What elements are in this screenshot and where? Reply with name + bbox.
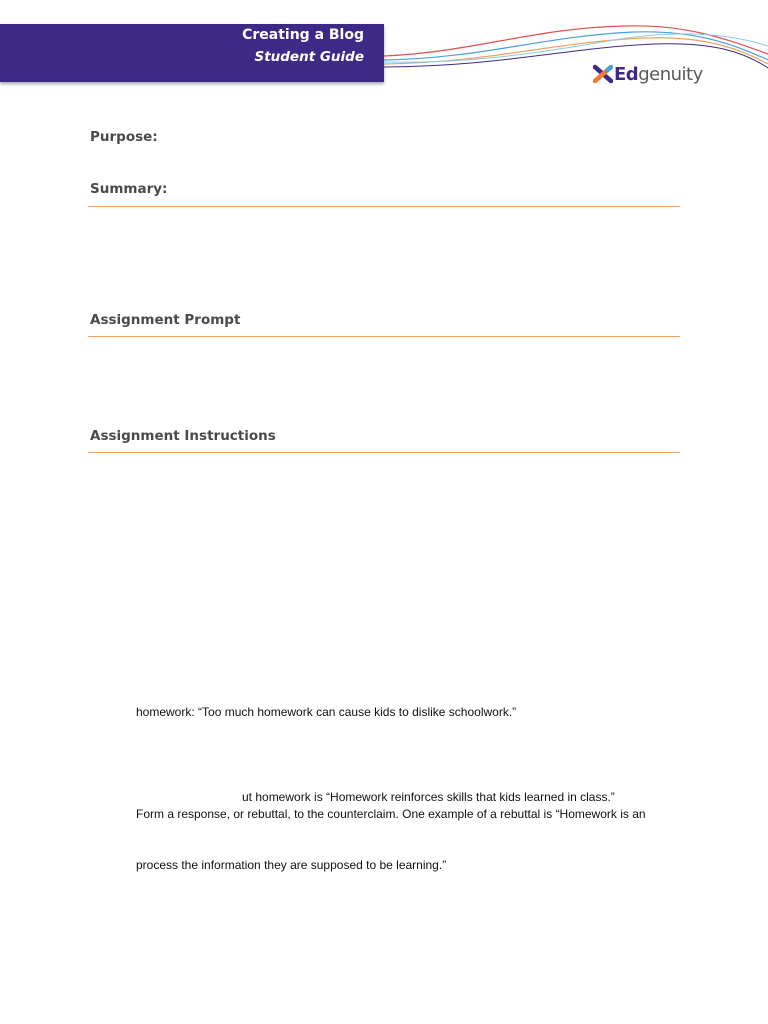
edgenuity-logo bbox=[593, 62, 703, 86]
document-subtitle: Student Guide bbox=[254, 49, 364, 65]
summary-heading: Summary: bbox=[90, 181, 168, 197]
edgenuity-x-icon bbox=[593, 64, 613, 84]
assignment-prompt-divider bbox=[88, 336, 680, 337]
instruction-text-line: Form a response, or rebuttal, to the counterclaim. One example of a rebuttal is “Homework is an bbox=[136, 807, 646, 821]
summary-divider bbox=[88, 206, 680, 207]
assignment-instructions-heading: Assignment Instructions bbox=[90, 428, 276, 444]
title-banner bbox=[0, 24, 384, 82]
instruction-text-line: ut homework is “Homework reinforces skills that kids learned in class.” bbox=[242, 790, 615, 804]
assignment-prompt-heading: Assignment Prompt bbox=[90, 312, 241, 328]
decorative-waves bbox=[384, 18, 768, 78]
instruction-text-line: homework: “Too much homework can cause kids to dislike schoolwork.” bbox=[136, 705, 517, 719]
assignment-instructions-divider bbox=[88, 452, 680, 453]
document-title: Creating a Blog bbox=[242, 27, 364, 43]
purpose-heading: Purpose: bbox=[90, 129, 158, 145]
logo-text-genuity: genuity bbox=[638, 63, 703, 85]
instruction-text-line: process the information they are supposed to be learning.” bbox=[136, 858, 447, 872]
logo-text-ed: Ed bbox=[614, 63, 639, 85]
